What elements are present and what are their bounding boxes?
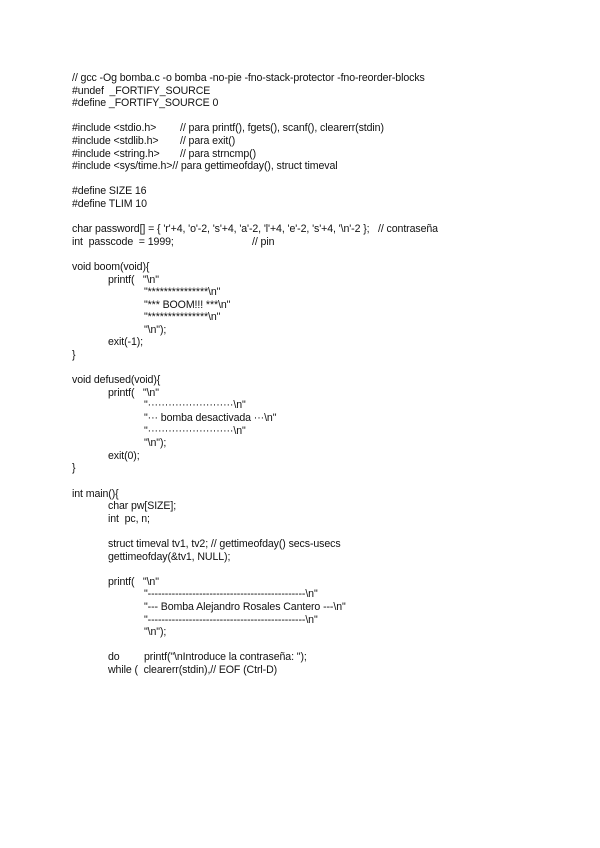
code-line: [72, 286, 572, 299]
code-text: #include <sys/time.h>// para gettimeofday(), struct timeval: [72, 160, 338, 173]
code-text: exit(0);: [108, 449, 140, 462]
code-text: #define SIZE 16: [72, 185, 147, 198]
code-text: "··· bomba desactivada ···\n": [144, 412, 277, 425]
code-line: [72, 538, 572, 551]
code-text: #include <stdlib.h>: [72, 134, 159, 147]
code-text: int passcode = 1999;: [72, 235, 174, 248]
code-text: "·························\n": [144, 399, 246, 412]
code-line: [72, 274, 572, 287]
code-line: [72, 248, 572, 261]
code-text: "\n");: [144, 437, 167, 450]
code-line: [72, 387, 572, 400]
code-comment: // para printf(), fgets(), scanf(), clearerr(stdin): [180, 122, 384, 135]
code-text: "*** BOOM!!! ***\n": [144, 298, 231, 311]
code-text: void boom(void){: [72, 260, 150, 273]
code-text: char password[] = { 'r'+4, 'o'-2, 's'+4, 'a'-2, 'l'+4, 'e'-2, 's'+4, '\n'-2 }; // contraseña: [72, 223, 438, 236]
code-line: [72, 513, 572, 526]
code-line: [72, 185, 572, 198]
code-text: int main(){: [72, 487, 119, 500]
code-text: printf( "\n": [108, 273, 159, 286]
source-code-listing: [72, 72, 572, 677]
code-line: [72, 475, 572, 488]
code-line: [72, 437, 572, 450]
code-line: [72, 425, 572, 438]
code-text: // gcc -Og bomba.c -o bomba -no-pie -fno-stack-protector -fno-reorder-blocks: [72, 72, 425, 84]
code-text: "***************\n": [144, 286, 221, 299]
code-text: "\n");: [144, 323, 167, 336]
code-line: [72, 349, 572, 362]
code-text: }: [72, 462, 76, 475]
code-line: [72, 135, 572, 148]
code-line: [72, 525, 572, 538]
code-text: exit(-1);: [108, 336, 144, 349]
code-comment: // pin: [252, 235, 275, 248]
code-line: [72, 122, 572, 135]
code-line: [72, 160, 572, 173]
code-line: [72, 450, 572, 463]
code-line: [72, 588, 572, 601]
code-line: [72, 211, 572, 224]
code-text: "--- Bomba Alejandro Rosales Cantero ---\n": [144, 600, 346, 613]
code-line: [72, 311, 572, 324]
code-line: [72, 261, 572, 274]
code-text: "----------------------------------------------\n": [144, 613, 318, 626]
code-text: #undef _FORTIFY_SOURCE: [72, 84, 211, 97]
code-text: while ( clearerr(stdin),// EOF (Ctrl-D): [108, 663, 278, 676]
code-line: [72, 500, 572, 513]
code-text: #include <string.h>: [72, 147, 160, 160]
code-line: [72, 639, 572, 652]
code-text: printf( "\n": [108, 386, 159, 399]
code-line: [72, 412, 572, 425]
code-comment: printf("\nIntroduce la contraseña: ");: [144, 651, 307, 664]
code-line: [72, 664, 572, 677]
code-text: printf( "\n": [108, 575, 159, 588]
code-line: [72, 324, 572, 337]
code-line: [72, 148, 572, 161]
code-line: [72, 576, 572, 589]
code-line: [72, 198, 572, 211]
code-text: do: [108, 651, 120, 664]
code-line: [72, 299, 572, 312]
code-text: struct timeval tv1, tv2; // gettimeofday() secs-usecs: [108, 537, 341, 550]
code-line: [72, 85, 572, 98]
code-line: [72, 223, 572, 236]
code-text: "\n");: [144, 626, 167, 639]
code-text: "----------------------------------------------\n": [144, 588, 318, 601]
code-text: #define _FORTIFY_SOURCE 0: [72, 97, 219, 110]
code-line: [72, 563, 572, 576]
code-text: char pw[SIZE];: [108, 500, 177, 513]
code-line: [72, 462, 572, 475]
code-line: [72, 601, 572, 614]
code-line: [72, 236, 572, 249]
code-line: [72, 72, 572, 85]
code-text: void defused(void){: [72, 374, 161, 387]
code-line: [72, 362, 572, 375]
code-line: [72, 110, 572, 123]
code-line: [72, 374, 572, 387]
code-line: [72, 626, 572, 639]
code-text: }: [72, 349, 76, 362]
code-line: [72, 97, 572, 110]
code-text: "***************\n": [144, 311, 221, 324]
code-comment: // para exit(): [180, 134, 236, 147]
code-text: #define TLIM 10: [72, 197, 147, 210]
code-text: #include <stdio.h>: [72, 122, 157, 135]
code-comment: // para strncmp(): [180, 147, 257, 160]
code-line: [72, 399, 572, 412]
code-text: "·························\n": [144, 424, 246, 437]
code-line: [72, 651, 572, 664]
code-line: [72, 614, 572, 627]
code-line: [72, 551, 572, 564]
code-line: [72, 173, 572, 186]
code-line: [72, 488, 572, 501]
code-text: gettimeofday(&tv1, NULL);: [108, 550, 231, 563]
code-line: [72, 336, 572, 349]
code-text: int pc, n;: [108, 512, 150, 525]
